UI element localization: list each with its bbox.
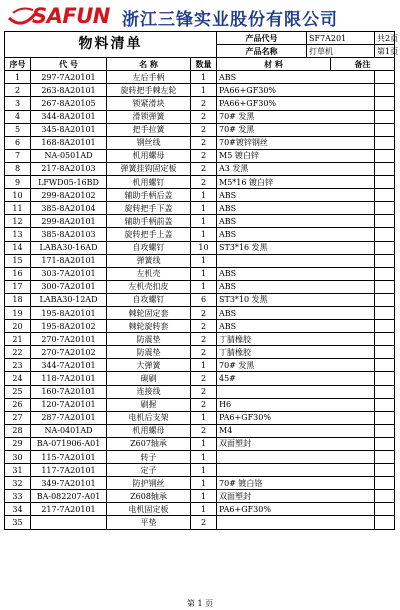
row-number: 19 xyxy=(5,306,31,319)
material xyxy=(217,464,375,477)
part-name: 锁紧滑块 xyxy=(107,97,191,110)
row-number: 2 xyxy=(5,84,31,97)
quantity: 1 xyxy=(191,411,217,424)
col-header-remark: 备注 xyxy=(331,58,395,71)
row-number: 20 xyxy=(5,320,31,333)
row-number: 14 xyxy=(5,241,31,254)
part-name: 定子 xyxy=(107,464,191,477)
quantity: 1 xyxy=(191,359,217,372)
col-header-no: 序号 xyxy=(5,58,31,71)
part-name: 自攻螺钉 xyxy=(107,293,191,306)
part-code: 118-7A20101 xyxy=(31,372,107,385)
part-code: 117-7A20101 xyxy=(31,464,107,477)
part-code: 349-7A20101 xyxy=(31,477,107,490)
material xyxy=(217,516,375,529)
part-code: 300-7A20101 xyxy=(31,280,107,293)
quantity: 1 xyxy=(191,280,217,293)
doc-title: 物料清单 xyxy=(5,32,217,58)
material: 丁腈橡胶 xyxy=(217,333,375,346)
row-number: 15 xyxy=(5,254,31,267)
part-name: 电机固定板 xyxy=(107,503,191,516)
table-row xyxy=(5,346,395,359)
row-number: 8 xyxy=(5,162,31,175)
part-code: 160-7A20101 xyxy=(31,385,107,398)
table-row xyxy=(5,110,395,123)
table-row xyxy=(5,202,395,215)
part-code: BA-082207-A01 xyxy=(31,490,107,503)
material: PA6+GF30% xyxy=(217,411,375,424)
remark xyxy=(375,424,395,437)
quantity: 1 xyxy=(191,215,217,228)
part-code: 267-8A20105 xyxy=(31,97,107,110)
col-header-material: 材 料 xyxy=(217,58,331,71)
table-row xyxy=(5,215,395,228)
table-row xyxy=(5,280,395,293)
table-row xyxy=(5,385,395,398)
row-number: 31 xyxy=(5,464,31,477)
material: 70#镀锌钢丝 xyxy=(217,136,375,149)
material: H6 xyxy=(217,398,375,411)
remark xyxy=(375,149,395,162)
remark xyxy=(375,241,395,254)
quantity: 1 xyxy=(191,267,217,280)
material: 70# 镀白铬 xyxy=(217,477,375,490)
quantity: 2 xyxy=(191,176,217,189)
row-number: 7 xyxy=(5,149,31,162)
material: M5*16 镀白锌 xyxy=(217,176,375,189)
table-row xyxy=(5,411,395,424)
row-number: 18 xyxy=(5,293,31,306)
quantity: 1 xyxy=(191,503,217,516)
table-row xyxy=(5,254,395,267)
row-number: 16 xyxy=(5,267,31,280)
material: ABS xyxy=(217,267,375,280)
material: ABS xyxy=(217,215,375,228)
material: 70# 发黑 xyxy=(217,110,375,123)
part-code: 115-7A20101 xyxy=(31,451,107,464)
part-code: LABA30-16AD xyxy=(31,241,107,254)
quantity: 2 xyxy=(191,123,217,136)
quantity: 1 xyxy=(191,84,217,97)
part-code: 385-8A20104 xyxy=(31,202,107,215)
table-row xyxy=(5,503,395,516)
col-header-qty: 数量 xyxy=(191,58,217,71)
total-pages: 共2页 xyxy=(375,32,395,45)
col-header-name: 名 称 xyxy=(107,58,191,71)
part-code: NA-0401AD xyxy=(31,424,107,437)
part-name: Z607轴承 xyxy=(107,437,191,450)
part-name: 旋转把手棘左轮 xyxy=(107,84,191,97)
material: M4 xyxy=(217,424,375,437)
part-code: 299-8A20101 xyxy=(31,215,107,228)
remark xyxy=(375,162,395,175)
material: 70# 发黑 xyxy=(217,359,375,372)
material: ABS xyxy=(217,189,375,202)
quantity: 1 xyxy=(191,464,217,477)
material: ABS xyxy=(217,280,375,293)
remark xyxy=(375,385,395,398)
table-row xyxy=(5,516,395,529)
part-name: 旋转把手上盖 xyxy=(107,228,191,241)
table-row xyxy=(5,451,395,464)
part-name: 大弹簧 xyxy=(107,359,191,372)
part-code: 287-7A20101 xyxy=(31,411,107,424)
remark xyxy=(375,293,395,306)
table-row xyxy=(5,176,395,189)
part-code: BA-071906-A01 xyxy=(31,437,107,450)
part-name: 旋转把手下盖 xyxy=(107,202,191,215)
remark xyxy=(375,333,395,346)
product-code-value: SF7A201 xyxy=(307,32,375,45)
col-header-code: 代 号 xyxy=(31,58,107,71)
material: ABS xyxy=(217,228,375,241)
part-code: 385-8A20103 xyxy=(31,228,107,241)
letterhead xyxy=(4,2,396,28)
row-number: 17 xyxy=(5,280,31,293)
part-code: 195-8A20102 xyxy=(31,320,107,333)
material xyxy=(217,254,375,267)
part-name: 滑锁弹簧 xyxy=(107,110,191,123)
row-number: 25 xyxy=(5,385,31,398)
row-number: 21 xyxy=(5,333,31,346)
row-number: 13 xyxy=(5,228,31,241)
part-name: 防护钢丝 xyxy=(107,477,191,490)
part-name: 辅助手柄后盖 xyxy=(107,189,191,202)
remark xyxy=(375,176,395,189)
quantity: 1 xyxy=(191,71,217,84)
remark xyxy=(375,398,395,411)
part-name: 刷握 xyxy=(107,398,191,411)
part-name: 左后手柄 xyxy=(107,71,191,84)
table-row xyxy=(5,464,395,477)
remark xyxy=(375,490,395,503)
title-row xyxy=(5,32,395,45)
company-name: 浙江三锋实业股份有限公司 xyxy=(122,10,338,30)
part-name: 棘轮旋转套 xyxy=(107,320,191,333)
row-number: 29 xyxy=(5,437,31,450)
part-code: 217-7A20101 xyxy=(31,503,107,516)
quantity: 2 xyxy=(191,385,217,398)
row-number: 32 xyxy=(5,477,31,490)
quantity: 2 xyxy=(191,110,217,123)
remark xyxy=(375,202,395,215)
row-number: 6 xyxy=(5,136,31,149)
part-code: 344-7A20101 xyxy=(31,359,107,372)
quantity: 2 xyxy=(191,398,217,411)
table-row xyxy=(5,123,395,136)
quantity: 2 xyxy=(191,162,217,175)
part-code: 344-8A20101 xyxy=(31,110,107,123)
remark xyxy=(375,372,395,385)
part-code: LABA30-12AD xyxy=(31,293,107,306)
company-logo: SAFUN xyxy=(32,4,110,28)
part-code: 297-7A20101 xyxy=(31,71,107,84)
material xyxy=(217,451,375,464)
row-number: 33 xyxy=(5,490,31,503)
part-name: 弹簧线 xyxy=(107,254,191,267)
remark xyxy=(375,346,395,359)
part-code: 303-7A20101 xyxy=(31,267,107,280)
remark xyxy=(375,451,395,464)
part-name: 左机壳 xyxy=(107,267,191,280)
part-name: 防震垫 xyxy=(107,333,191,346)
row-number: 24 xyxy=(5,372,31,385)
table-row xyxy=(5,267,395,280)
table-row xyxy=(5,306,395,319)
part-code: 168-8A20101 xyxy=(31,136,107,149)
table-row xyxy=(5,437,395,450)
quantity: 2 xyxy=(191,424,217,437)
quantity: 2 xyxy=(191,372,217,385)
part-code: 270-7A20101 xyxy=(31,333,107,346)
part-name: Z608轴承 xyxy=(107,490,191,503)
quantity: 1 xyxy=(191,228,217,241)
quantity: 1 xyxy=(191,437,217,450)
quantity: 2 xyxy=(191,97,217,110)
row-number: 4 xyxy=(5,110,31,123)
part-name: 机用螺母 xyxy=(107,424,191,437)
part-name: 转子 xyxy=(107,451,191,464)
part-code: 270-7A20102 xyxy=(31,346,107,359)
remark xyxy=(375,136,395,149)
table-row xyxy=(5,293,395,306)
table-row xyxy=(5,320,395,333)
quantity: 2 xyxy=(191,333,217,346)
material: PA66+GF30% xyxy=(217,97,375,110)
table-row xyxy=(5,372,395,385)
part-code: NA-0501AD xyxy=(31,149,107,162)
remark xyxy=(375,189,395,202)
part-name: 机用螺钉 xyxy=(107,176,191,189)
table-row xyxy=(5,398,395,411)
material: PA66+GF30% xyxy=(217,84,375,97)
quantity: 6 xyxy=(191,293,217,306)
remark xyxy=(375,123,395,136)
part-code: 120-7A20101 xyxy=(31,398,107,411)
material: ST3*16 发黑 xyxy=(217,241,375,254)
remark xyxy=(375,477,395,490)
quantity: 1 xyxy=(191,202,217,215)
table-row xyxy=(5,424,395,437)
material: 丁腈橡胶 xyxy=(217,346,375,359)
table-row xyxy=(5,136,395,149)
remark xyxy=(375,254,395,267)
row-number: 9 xyxy=(5,176,31,189)
material xyxy=(217,385,375,398)
material: ST3*10 发黑 xyxy=(217,293,375,306)
material: ABS xyxy=(217,306,375,319)
remark xyxy=(375,411,395,424)
remark xyxy=(375,464,395,477)
row-number: 34 xyxy=(5,503,31,516)
table-row xyxy=(5,162,395,175)
quantity: 2 xyxy=(191,136,217,149)
remark xyxy=(375,516,395,529)
quantity: 10 xyxy=(191,241,217,254)
remark xyxy=(375,437,395,450)
quantity: 1 xyxy=(191,477,217,490)
table-row xyxy=(5,228,395,241)
part-code: 195-8A20101 xyxy=(31,306,107,319)
row-number: 30 xyxy=(5,451,31,464)
part-code: 171-8A20101 xyxy=(31,254,107,267)
remark xyxy=(375,306,395,319)
remark xyxy=(375,359,395,372)
quantity: 1 xyxy=(191,254,217,267)
table-row xyxy=(5,149,395,162)
remark xyxy=(375,97,395,110)
part-code xyxy=(31,516,107,529)
quantity: 1 xyxy=(191,451,217,464)
quantity: 1 xyxy=(191,189,217,202)
material: 45# xyxy=(217,372,375,385)
part-name: 平垫 xyxy=(107,516,191,529)
remark xyxy=(375,320,395,333)
row-number: 3 xyxy=(5,97,31,110)
material: A3 发黑 xyxy=(217,162,375,175)
part-name: 棘轮固定套 xyxy=(107,306,191,319)
quantity: 2 xyxy=(191,346,217,359)
page-number: 第1页 xyxy=(375,45,395,58)
remark xyxy=(375,84,395,97)
part-code: 299-8A20102 xyxy=(31,189,107,202)
table-row xyxy=(5,490,395,503)
table-row xyxy=(5,477,395,490)
row-number: 35 xyxy=(5,516,31,529)
row-number: 26 xyxy=(5,398,31,411)
row-number: 27 xyxy=(5,411,31,424)
table-row xyxy=(5,333,395,346)
row-number: 23 xyxy=(5,359,31,372)
product-name-value: 打草机 xyxy=(307,45,375,58)
remark xyxy=(375,110,395,123)
material: ABS xyxy=(217,320,375,333)
row-number: 10 xyxy=(5,189,31,202)
table-row xyxy=(5,359,395,372)
part-code: 263-8A20101 xyxy=(31,84,107,97)
remark xyxy=(375,503,395,516)
row-number: 12 xyxy=(5,215,31,228)
remark xyxy=(375,267,395,280)
product-name-label: 产品名称 xyxy=(217,45,307,58)
part-name: 电机后支架 xyxy=(107,411,191,424)
part-code: 217-8A20103 xyxy=(31,162,107,175)
part-code: 345-8A20101 xyxy=(31,123,107,136)
table-row xyxy=(5,84,395,97)
product-code-label: 产品代号 xyxy=(217,32,307,45)
material: ABS xyxy=(217,71,375,84)
part-name: 连接线 xyxy=(107,385,191,398)
material: 双面塑封 xyxy=(217,437,375,450)
material: PA6+GF30% xyxy=(217,503,375,516)
material: 70# 发黑 xyxy=(217,123,375,136)
material: M5 镀白锌 xyxy=(217,149,375,162)
table-row xyxy=(5,189,395,202)
row-number: 11 xyxy=(5,202,31,215)
part-name: 弹簧挂钩固定板 xyxy=(107,162,191,175)
table-row xyxy=(5,241,395,254)
part-name: 钢丝线 xyxy=(107,136,191,149)
page-footer: 第 1 页 xyxy=(186,599,214,608)
bom-table xyxy=(4,31,399,530)
part-name: 自攻螺钉 xyxy=(107,241,191,254)
part-code: LFWD05-16BD xyxy=(31,176,107,189)
quantity: 2 xyxy=(191,516,217,529)
quantity: 2 xyxy=(191,320,217,333)
column-header-row xyxy=(5,58,395,71)
remark xyxy=(375,280,395,293)
remark xyxy=(375,228,395,241)
row-number: 5 xyxy=(5,123,31,136)
part-name: 辅助手柄前盖 xyxy=(107,215,191,228)
part-name: 左机壳扣皮 xyxy=(107,280,191,293)
row-number: 22 xyxy=(5,346,31,359)
material: 双面塑封 xyxy=(217,490,375,503)
quantity: 2 xyxy=(191,306,217,319)
part-name: 碳刷 xyxy=(107,372,191,385)
table-row xyxy=(5,97,395,110)
row-number: 28 xyxy=(5,424,31,437)
remark xyxy=(375,71,395,84)
row-number: 1 xyxy=(5,71,31,84)
part-name: 把手拉簧 xyxy=(107,123,191,136)
quantity: 2 xyxy=(191,149,217,162)
table-row xyxy=(5,71,395,84)
remark xyxy=(375,215,395,228)
part-name: 防震垫 xyxy=(107,346,191,359)
material: ABS xyxy=(217,202,375,215)
part-name: 机用螺母 xyxy=(107,149,191,162)
quantity: 1 xyxy=(191,490,217,503)
